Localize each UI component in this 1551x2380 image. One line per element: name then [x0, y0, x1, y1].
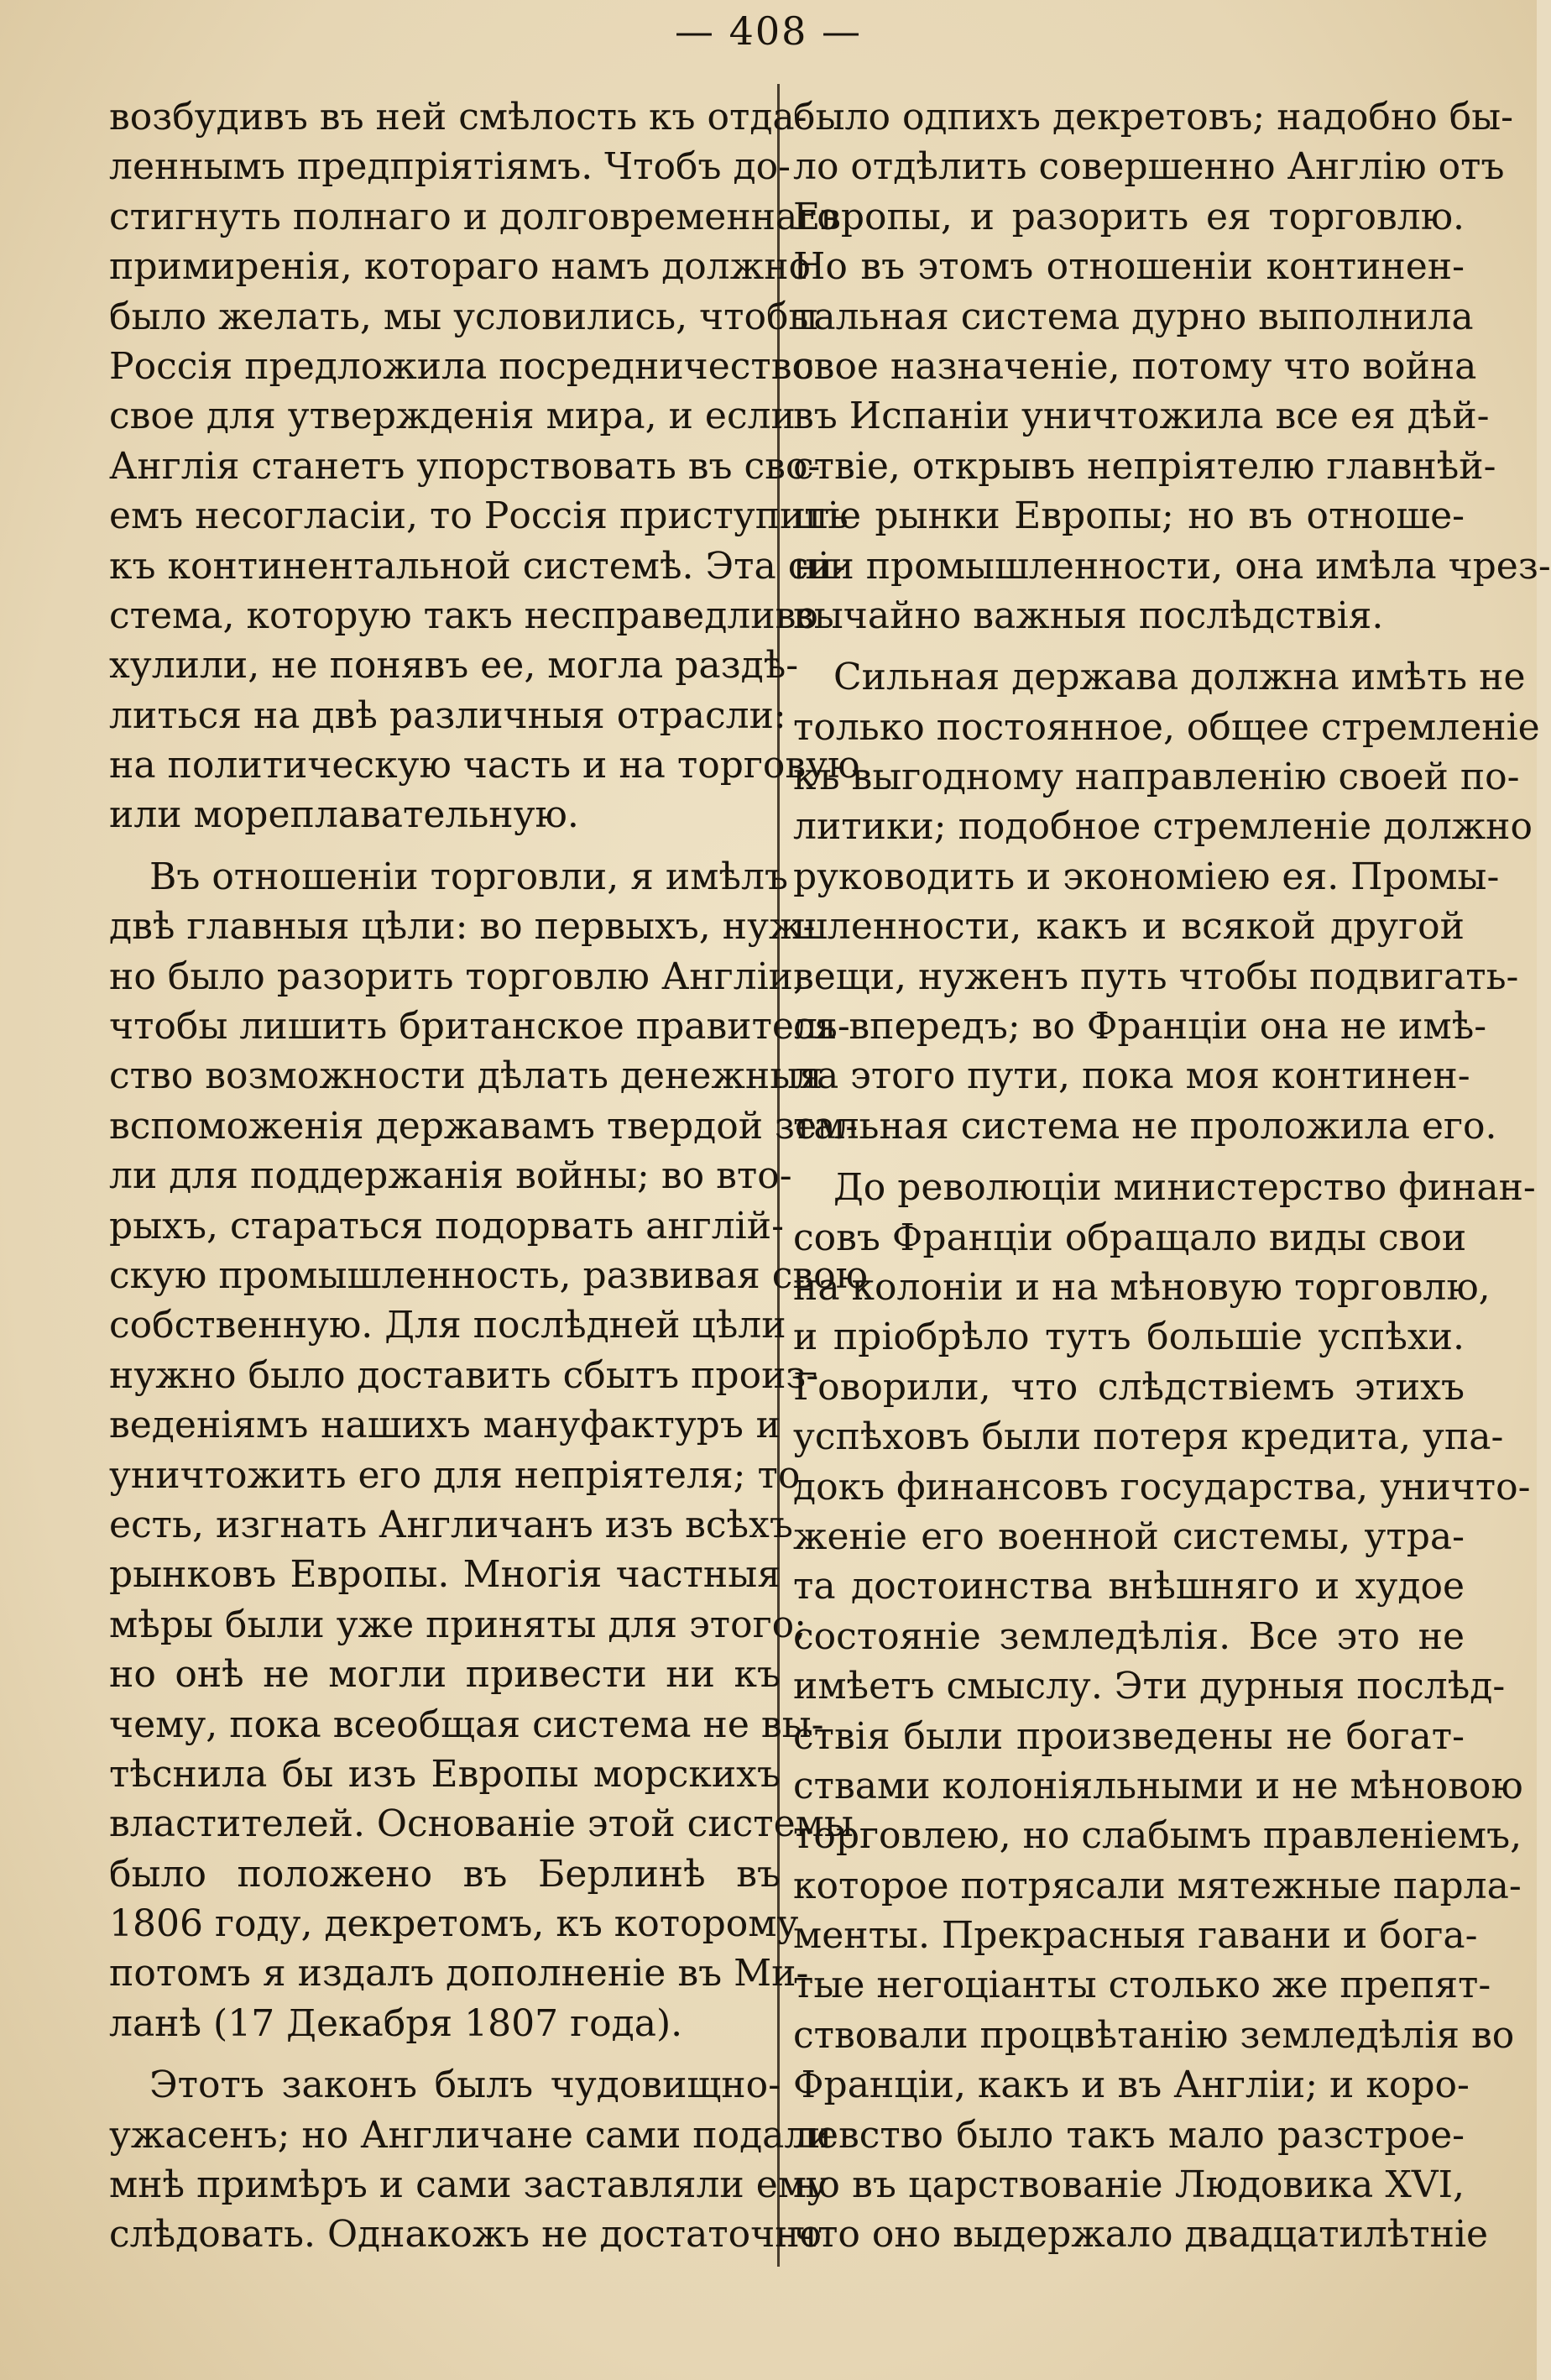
right-column-text-line: та достоинства внѣшняго и худое: [793, 1565, 1465, 1608]
right-column-text-line: успѣховъ были потеря кредита, упа-: [793, 1415, 1504, 1459]
left-column-text-line: емъ несогласіи, то Россія приступитъ: [109, 494, 849, 538]
left-column-text-line: стигнуть полнаго и долговременнаго: [109, 195, 839, 238]
right-column-text-line: свое назначеніе, потому что война: [793, 344, 1477, 388]
right-column-text-line: на колоніи и на мѣновую торговлю,: [793, 1265, 1491, 1309]
left-column-text-line: стема, которую такъ несправедливо: [109, 594, 818, 637]
right-column-text-line: ствами колоніяльными и не мѣновою: [793, 1764, 1523, 1807]
left-column-text-line: нужно было доставить сбытъ произ-: [109, 1353, 819, 1397]
paragraph-gap: [793, 1151, 1465, 1163]
right-column-text-line: ло отдѣлить совершенно Англію отъ: [793, 145, 1505, 189]
right-column-text-line: шленности, какъ и всякой другой: [793, 905, 1465, 949]
left-column-text-line: леннымъ предпріятіямъ. Чтобъ до-: [109, 145, 791, 189]
left-column-text-line: возбудивъ въ ней смѣлость къ отда-: [109, 96, 807, 139]
left-column-text-line: 1806 году, декретомъ, къ которому: [109, 1902, 799, 1946]
left-column-text-line: или мореплавательную.: [109, 793, 579, 837]
left-column-text-line: хулили, не понявъ ее, могла раздѣ-: [109, 644, 799, 688]
left-column-text-line: ужасенъ; но Англичане сами подали: [109, 2113, 833, 2157]
left-column-text-line: примиренія, котораго намъ должно: [109, 245, 812, 289]
right-column-text-line: только постоянное, общее стремленіе: [793, 705, 1540, 749]
right-column-text-line: имѣетъ смыслу. Эти дурныя послѣд-: [793, 1665, 1506, 1708]
left-column-text-line: мнѣ примѣръ и сами заставляли ему: [109, 2163, 828, 2207]
paragraph-gap: [109, 840, 781, 852]
paragraph-gap: [793, 641, 1465, 652]
left-column-text-line: Этотъ законъ былъ чудовищно-: [149, 2064, 781, 2107]
left-column-text-line: властителей. Основаніе этой системы: [109, 1802, 854, 1846]
left-column-text-line: вспоможенія державамъ твердой зем-: [109, 1104, 859, 1148]
right-column-text-line: вычайно важныя послѣдствія.: [793, 594, 1384, 637]
right-column-text-line: менты. Прекрасныя гавани и бога-: [793, 1914, 1478, 1958]
right-column-text-line: къ выгодному направленію своей по-: [793, 756, 1520, 799]
right-column-text-line: и пріобрѣло тутъ большіе успѣхи.: [793, 1316, 1465, 1359]
right-column-text-line: тые негоціанты столько же препят-: [793, 1964, 1491, 2007]
right-column-text-line: шіе рынки Европы; но въ отноше-: [793, 494, 1465, 538]
left-column-text-line: уничтожить его для непріятеля; то: [109, 1453, 801, 1497]
right-column-text-line: состояніе земледѣлія. Все это не: [793, 1614, 1465, 1658]
left-column-text-line: ство возможности дѣлать денежныя: [109, 1054, 822, 1098]
right-column-text-line: но въ царствованіе Людовика XVI,: [793, 2163, 1465, 2207]
right-column-text-line: тальная система дурно выполнила: [793, 295, 1474, 338]
right-column-text-line: Но въ этомъ отношеніи континен-: [793, 245, 1465, 289]
left-column-text-line: къ континентальной системѣ. Эта си-: [109, 544, 846, 588]
right-column-text-line: совъ Франціи обращало виды свои: [793, 1216, 1467, 1259]
left-column-text-line: ланѣ (17 Декабря 1807 года).: [109, 2001, 683, 2045]
right-column-text-line: Франціи, какъ и въ Англіи; и коро-: [793, 2064, 1470, 2107]
right-column-text-line: руководить и экономіею ея. Промы-: [793, 855, 1500, 898]
right-column-text-line: вещи, нуженъ путь чтобы подвигать-: [793, 955, 1519, 998]
left-column-text-line: есть, изгнать Англичанъ изъ всѣхъ: [109, 1503, 793, 1546]
right-column-text-line: въ Испаніи уничтожила все ея дѣй-: [793, 395, 1490, 438]
left-column-text-line: на политическую часть и на торговую: [109, 744, 860, 787]
left-column-text-line: Россія предложила посредничество: [109, 344, 815, 388]
right-column-text-line: женіе его военной системы, утра-: [793, 1514, 1465, 1558]
left-column-text-line: литься на двѣ различныя отрасли:: [109, 693, 786, 737]
left-column-text-line: Англія станетъ упорствовать въ сво-: [109, 444, 821, 488]
left-column-text-line: чему, пока всеобщая система не вы-: [109, 1703, 824, 1746]
left-column-text-line: веденіямъ нашихъ мануфактуръ и: [109, 1404, 781, 1447]
right-column-text-line: торговлею, но слабымъ правленіемъ,: [793, 1814, 1522, 1858]
page-number: — 408 —: [674, 8, 863, 54]
left-column-text-line: слѣдовать. Однакожъ не достаточно: [109, 2213, 822, 2257]
right-column-text-line: ствія были произведены не богат-: [793, 1714, 1465, 1758]
right-column-text-line: которое потрясали мятежные парла-: [793, 1864, 1522, 1907]
left-column-text-line: было желать, мы условились, чтобы: [109, 295, 818, 338]
right-column-text-line: Сильная держава должна имѣть не: [833, 656, 1526, 699]
left-column-text-line: двѣ главныя цѣли: во первыхъ, нуж-: [109, 905, 816, 949]
right-column-text-line: литики; подобное стремленіе должно: [793, 805, 1533, 849]
right-column-text-line: ствовали процвѣтанію земледѣлія во: [793, 2013, 1515, 2057]
left-column-text-line: но онѣ не могли привести ни къ: [109, 1653, 781, 1697]
left-column-text-line: тѣснила бы изъ Европы морскихъ: [109, 1752, 781, 1796]
left-column-text-line: Въ отношеніи торговли, я имѣлъ: [149, 855, 788, 898]
right-column-text-line: было одпихъ декретовъ; надобно бы-: [793, 96, 1514, 139]
right-text-column: [793, 92, 1551, 2275]
left-column-text-line: рыхъ, стараться подорвать англій-: [109, 1204, 784, 1248]
right-column-text-line: Европы, и разорить ея торговлю.: [793, 195, 1465, 238]
left-column-text-line: свое для утвержденія мира, и если: [109, 395, 796, 438]
left-column-text-line: чтобы лишить британское правитель-: [109, 1005, 850, 1049]
right-column-text-line: ла этого пути, пока моя континен-: [793, 1054, 1470, 1098]
paragraph-gap: [109, 2048, 781, 2060]
right-column-text-line: До революціи министерство финан-: [833, 1166, 1536, 1210]
right-column-text-line: ся впередъ; во Франціи она не имѣ-: [793, 1005, 1487, 1049]
right-column-text-line: левство было такъ мало разстрое-: [793, 2113, 1465, 2157]
right-column-text-line: Говорили, что слѣдствіемъ этихъ: [793, 1365, 1465, 1409]
left-column-text-line: ли для поддержанія войны; во вто-: [109, 1154, 792, 1198]
left-column-text-line: рынковъ Европы. Многія частныя: [109, 1553, 781, 1597]
left-text-column: [109, 92, 868, 2275]
right-column-text-line: докъ финансовъ государства, уничто-: [793, 1465, 1531, 1509]
left-column-text-line: было положено въ Берлинѣ въ: [109, 1852, 781, 1896]
left-column-text-line: но было разорить торговлю Англіи,: [109, 955, 805, 998]
left-column-text-line: скую промышленность, развивая свою: [109, 1253, 868, 1297]
right-column-text-line: ніи промышленности, она имѣла чрез-: [793, 544, 1551, 588]
right-column-text-line: тальная система не проложила его.: [793, 1104, 1497, 1148]
left-column-text-line: потомъ я издалъ дополненіе въ Ми-: [109, 1952, 809, 1996]
right-column-text-line: что оно выдержало двадцатилѣтніе: [793, 2213, 1489, 2257]
left-column-text-line: собственную. Для послѣдней цѣли: [109, 1304, 786, 1347]
left-column-text-line: мѣры были уже приняты для этого;: [109, 1603, 807, 1646]
right-column-text-line: ствіе, открывъ непріятелю главнѣй-: [793, 444, 1496, 488]
